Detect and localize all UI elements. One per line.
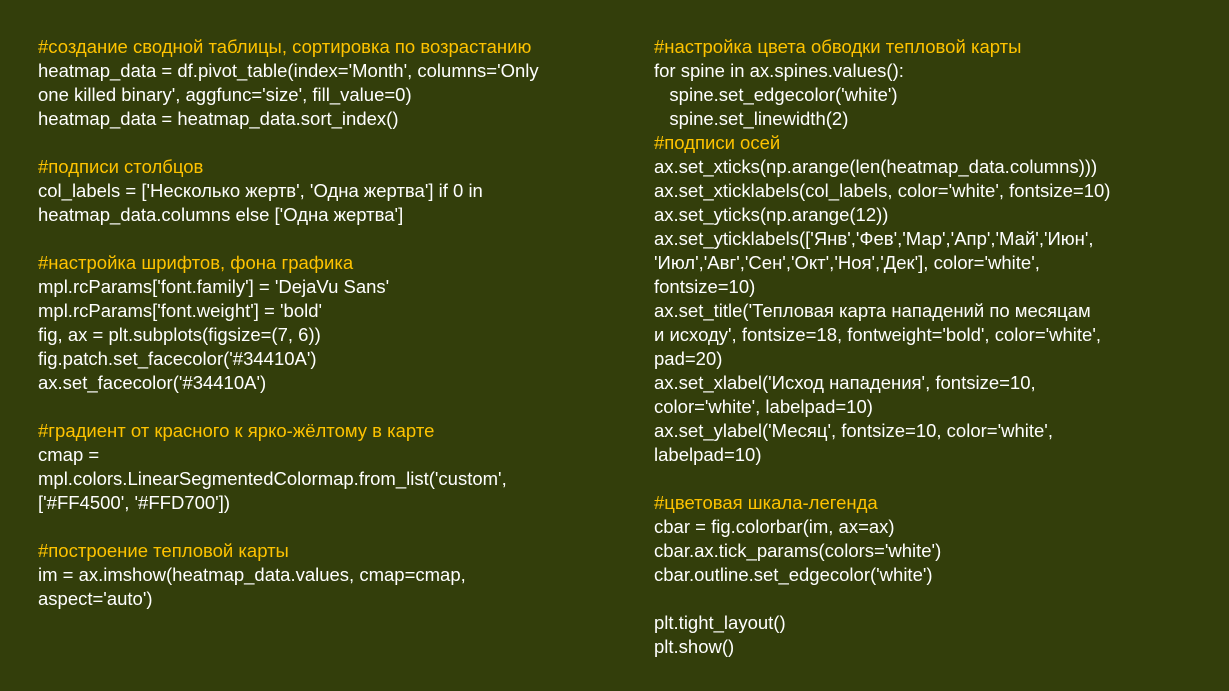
left-code-column	[38, 35, 623, 611]
code-line: cbar.ax.tick_params(colors='white')	[654, 540, 942, 561]
code-line: heatmap_data.columns else ['Одна жертва']	[38, 204, 404, 225]
code-line: ax.set_yticks(np.arange(12))	[654, 204, 889, 225]
code-line: cmap =	[38, 444, 100, 465]
code-line: heatmap_data = df.pivot_table(index='Month', columns='Only	[38, 60, 539, 81]
code-line: mpl.colors.LinearSegmentedColormap.from_list('custom',	[38, 468, 507, 489]
code-line: aspect='auto')	[38, 588, 153, 609]
code-line: im = ax.imshow(heatmap_data.values, cmap=cmap,	[38, 564, 466, 585]
blank-line	[654, 587, 1214, 611]
blank-line	[38, 515, 623, 539]
code-line: cbar = fig.colorbar(im, ax=ax)	[654, 516, 895, 537]
code-line: ax.set_xticks(np.arange(len(heatmap_data.columns)))	[654, 156, 1098, 177]
code-line: ax.set_yticklabels(['Янв','Фев','Мар','Апр','Май','Июн',	[654, 228, 1094, 249]
comment-line: #подписи столбцов	[38, 156, 204, 177]
code-line: mpl.rcParams['font.family'] = 'DejaVu Sans'	[38, 276, 390, 297]
code-line: one killed binary', aggfunc='size', fill_value=0)	[38, 84, 412, 105]
code-line: ax.set_title('Тепловая карта нападений по месяцам	[654, 300, 1091, 321]
code-line: 'Июл','Авг','Сен','Окт','Ноя','Дек'], color='white',	[654, 252, 1040, 273]
code-line: fig, ax = plt.subplots(figsize=(7, 6))	[38, 324, 321, 345]
comment-line: #создание сводной таблицы, сортировка по возрастанию	[38, 36, 532, 57]
code-line: ['#FF4500', '#FFD700'])	[38, 492, 231, 513]
code-line: col_labels = ['Несколько жертв', 'Одна жертва'] if 0 in	[38, 180, 483, 201]
blank-line	[38, 131, 623, 155]
code-line: spine.set_edgecolor('white')	[654, 84, 898, 105]
comment-line: #настройка цвета обводки тепловой карты	[654, 36, 1022, 57]
code-line: cbar.outline.set_edgecolor('white')	[654, 564, 933, 585]
comment-line: #построение тепловой карты	[38, 540, 289, 561]
blank-line	[38, 227, 623, 251]
comment-line: #подписи осей	[654, 132, 781, 153]
code-line: heatmap_data = heatmap_data.sort_index()	[38, 108, 399, 129]
right-code-column	[654, 35, 1214, 659]
code-line: mpl.rcParams['font.weight'] = 'bold'	[38, 300, 323, 321]
code-line: spine.set_linewidth(2)	[654, 108, 849, 129]
code-line: fontsize=10)	[654, 276, 756, 297]
comment-line: #цветовая шкала-легенда	[654, 492, 878, 513]
code-line: ax.set_ylabel('Месяц', fontsize=10, color='white',	[654, 420, 1053, 441]
code-line: ax.set_xticklabels(col_labels, color='white', fontsize=10)	[654, 180, 1111, 201]
code-line: ax.set_xlabel('Исход нападения', fontsize=10,	[654, 372, 1036, 393]
code-line: fig.patch.set_facecolor('#34410A')	[38, 348, 317, 369]
code-line: ax.set_facecolor('#34410A')	[38, 372, 267, 393]
code-line: pad=20)	[654, 348, 723, 369]
blank-line	[654, 467, 1214, 491]
blank-line	[38, 395, 623, 419]
code-line: и исходу', fontsize=18, fontweight='bold', color='white',	[654, 324, 1102, 345]
code-line: color='white', labelpad=10)	[654, 396, 873, 417]
comment-line: #настройка шрифтов, фона графика	[38, 252, 354, 273]
code-line: plt.show()	[654, 636, 735, 657]
code-line: plt.tight_layout()	[654, 612, 786, 633]
code-line: labelpad=10)	[654, 444, 762, 465]
code-line: for spine in ax.spines.values():	[654, 60, 904, 81]
comment-line: #градиент от красного к ярко-жёлтому в карте	[38, 420, 435, 441]
